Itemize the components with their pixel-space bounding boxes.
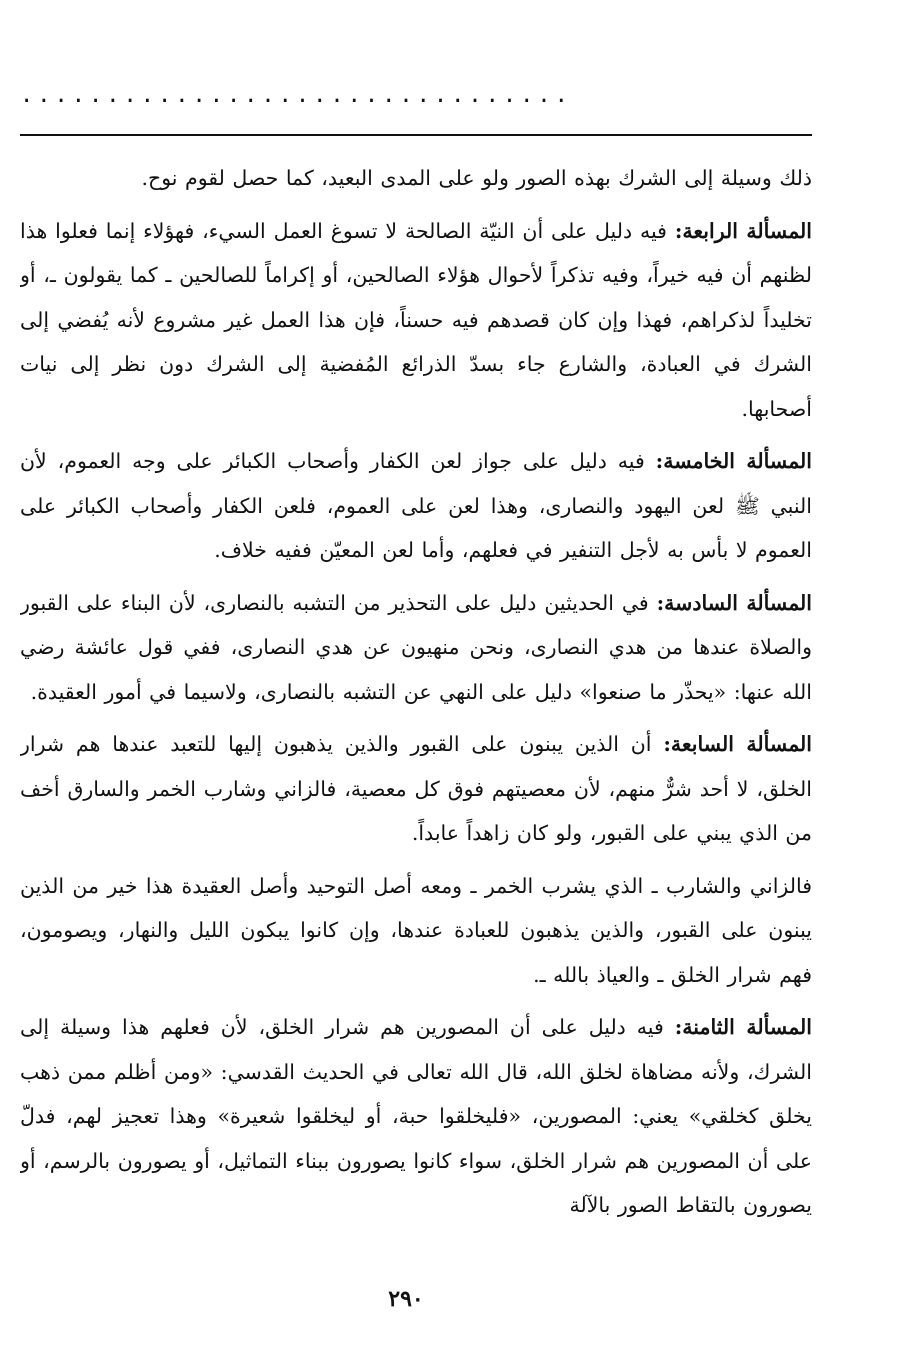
paragraph-mas-8 [20,1005,812,1228]
paragraph-mas-5 [20,439,812,573]
paragraph-mas-7-heading: المسألة السابعة: [663,732,812,756]
paragraph-mas-8-heading: المسألة الثامنة: [674,1015,812,1039]
paragraph-mas-6-text: في الحديثين دليل على التحذير من التشبه بالنصارى، لأن البناء على القبور والصلاة عندها من هدي النصارى، ونحن منهيون عن هدي النصارى، ففي قول عائشة رضي الله عنها: «يحذّر ما صنعوا» دليل على النهي عن التشبه بالنصارى، ولاسيما في أمور العقيدة. [20,590,812,704]
paragraph-mas-7-cont [20,864,812,998]
paragraph-1 [20,156,812,201]
page-number: ٢٩٠ [388,1286,424,1312]
header-dotted-line: ................................ [20,83,572,108]
paragraph-mas-7-text: أن الذين يبنون على القبور والذين يذهبون إليها للتعبد عندها هم شرار الخلق، لا أحد شرٌّ منهم، لأن معصيتهم فوق كل معصية، فالزاني وشارب الخمر والسارق أخف من الذي يبني على القبور، ولو كان زاهداً عابداً. [20,732,812,845]
page-body [20,156,812,1266]
paragraph-mas-6-heading: المسألة السادسة: [656,590,812,615]
paragraph-mas-7-cont-text: فالزاني والشارب ـ الذي يشرب الخمر ـ ومعه أصل التوحيد وأصل العقيدة هذا خير من الذين يبنون على القبور، والذين يذهبون للعبادة عندها، وإن كانوا يبكون الليل والنهار، ويصومون، فهم شرار الخلق ـ والعياذ بالله ـ. [20,873,812,987]
paragraph-mas-4-text: فيه دليل على أن النيّة الصالحة لا تسوغ العمل السيء، فهؤلاء إنما فعلوا هذا لظنهم أن فيه خيراً، وفيه تذكراً لأحوال هؤلاء الصالحين، أو إكراماً للصالحين ـ كما يقولون ـ، أو تخليداً لذكراهم، فهذا وإن كان قصدهم فيه حسناً، فإن هذا العمل غير مشروع لأنه يُفضي إلى الشرك في العبادة، والشارع جاء بسدّ الذرائع المُفضية إلى الشرك دون نظر إلى نيات أصحابها. [20,218,812,421]
header-rule [20,134,812,136]
paragraph-mas-4-heading: المسألة الرابعة: [674,218,812,243]
paragraph-mas-7 [20,722,812,856]
paragraph-1-text: ذلك وسيلة إلى الشرك بهذه الصور ولو على المدى البعيد، كما حصل لقوم نوح. [141,166,812,190]
paragraph-mas-5-text: فيه دليل على جواز لعن الكفار وأصحاب الكبائر على وجه العموم، لأن النبي ﷺ لعن اليهود والنصارى، وهذا لعن على العموم، فلعن الكفار وأصحاب الكبائر على العموم لا بأس به لأجل التنفير في فعلهم، وأما لعن المعيّن ففيه خلاف. [20,449,812,562]
paragraph-mas-8-text: فيه دليل على أن المصورين هم شرار الخلق، لأن فعلهم هذا وسيلة إلى الشرك، ولأنه مضاهاة لخلق الله، قال الله تعالى في الحديث القدسي: «ومن أظلم ممن ذهب يخلق كخلقي» يعني: المصورين، «فليخلقوا حبة، أو ليخلقوا شعيرة» وهذا تعجيز لهم، فدلّ على أن المصورين هم شرار الخلق، سواء كانوا يصورون ببناء التماثيل، أو يصورون بالرسم، أو يصورون بالتقاط الصور بالآلة [20,1015,812,1217]
paragraph-mas-6 [20,581,812,715]
paragraph-mas-4 [20,209,812,432]
paragraph-mas-5-heading: المسألة الخامسة: [655,449,812,473]
